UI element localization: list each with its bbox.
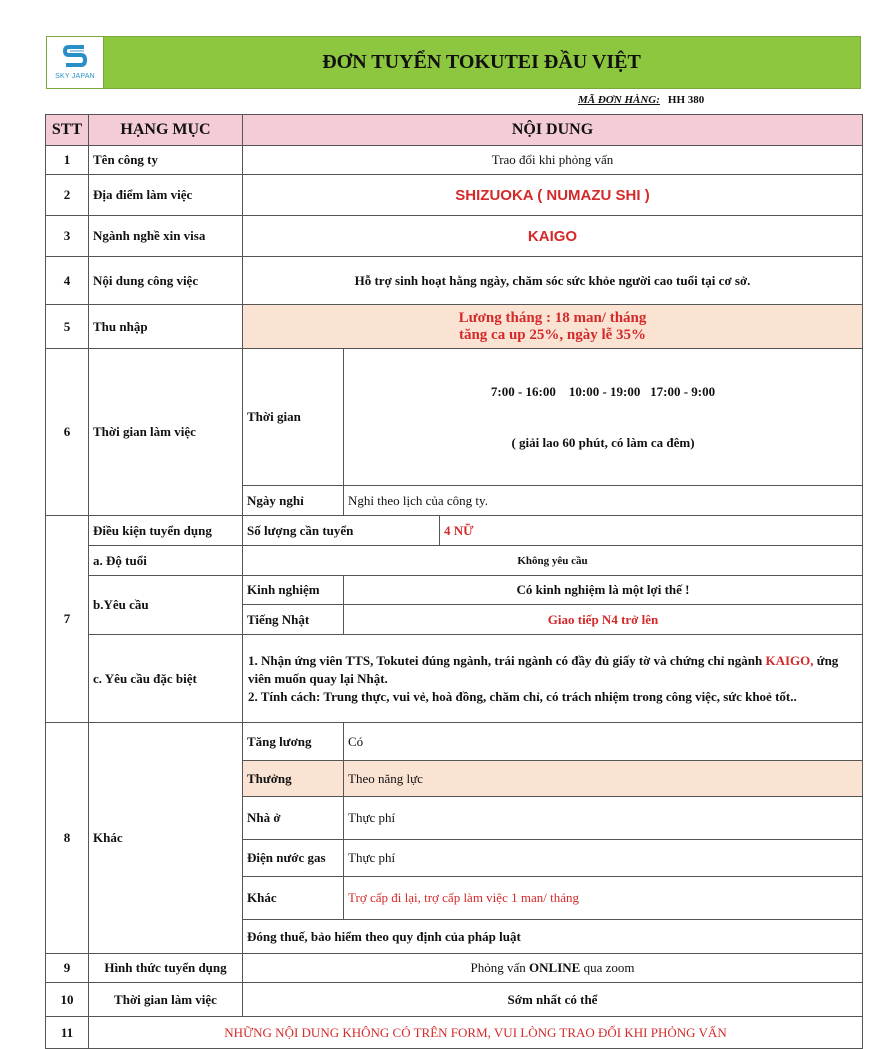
table-row bbox=[46, 216, 863, 257]
row-label: Thời gian làm việc bbox=[89, 349, 243, 516]
row-label: Thời gian làm việc bbox=[89, 983, 243, 1017]
age-value: Không yêu cầu bbox=[243, 546, 863, 576]
row-label: Hình thức tuyển dụng bbox=[89, 954, 243, 983]
row-label: b.Yêu cầu bbox=[89, 576, 243, 635]
header-category: HẠNG MỤC bbox=[89, 115, 243, 146]
row-number: 8 bbox=[46, 723, 89, 954]
row-number: 2 bbox=[46, 175, 89, 216]
sky-japan-logo-icon bbox=[60, 41, 90, 71]
sub-label: Tăng lương bbox=[243, 723, 344, 761]
row-number: 7 bbox=[46, 516, 89, 723]
table-row bbox=[46, 305, 863, 349]
highlight-kaigo: KAIGO, bbox=[765, 652, 814, 668]
sub-label: Số lượng cần tuyển bbox=[243, 516, 440, 546]
bonus-value: Theo năng lực bbox=[344, 761, 863, 797]
table-row bbox=[46, 954, 863, 983]
table-header-row bbox=[46, 115, 863, 146]
shift-times: 7:00 - 16:00 10:00 - 19:00 17:00 - 9:00 bbox=[490, 384, 716, 399]
row-label: Điều kiện tuyển dụng bbox=[89, 516, 243, 546]
sub-label: Kinh nghiệm bbox=[243, 576, 344, 605]
row-number: 5 bbox=[46, 305, 89, 349]
row-number: 3 bbox=[46, 216, 89, 257]
sub-label: Ngày nghỉ bbox=[243, 486, 344, 516]
special-requirement-1: 1. Nhận ứng viên TTS, Tokutei đúng ngành, trái ngành có đầy đủ giấy tờ và chứng chỉ ngành KAIGO, ứng viên muốn quay lại Nhật. bbox=[248, 652, 839, 686]
title-banner bbox=[46, 36, 861, 89]
sub-label: Điện nước gas bbox=[243, 840, 344, 877]
order-code-label: MÃ ĐƠN HÀNG: bbox=[578, 94, 660, 106]
special-requirement-2: 2. Tính cách: Trung thực, vui vẻ, hoà đồng, chăm chỉ, có trách nhiệm trong công việc, sức khoẻ tốt.. bbox=[248, 688, 797, 704]
company-name-value: Trao đổi khi phỏng vấn bbox=[243, 146, 863, 175]
work-location-value: SHIZUOKA ( NUMAZU SHI ) bbox=[243, 175, 863, 216]
company-logo bbox=[47, 37, 104, 88]
sub-label: Thưởng bbox=[243, 761, 344, 797]
table-row bbox=[46, 576, 863, 605]
japanese-level-value: Giao tiếp N4 trở lên bbox=[344, 605, 863, 635]
page-title: ĐƠN TUYỂN TOKUTEI ĐẦU VIỆT bbox=[322, 51, 641, 73]
row-number: 6 bbox=[46, 349, 89, 516]
row-label: Ngành nghề xin visa bbox=[89, 216, 243, 257]
row-number: 10 bbox=[46, 983, 89, 1017]
income-overtime: tăng ca up 25%, ngày lễ 35% bbox=[458, 326, 647, 343]
visa-field-value: KAIGO bbox=[243, 216, 863, 257]
tax-insurance-note: Đóng thuế, bảo hiểm theo quy định của pháp luật bbox=[243, 920, 863, 954]
row-label: Thu nhập bbox=[89, 305, 243, 349]
special-requirements-value bbox=[243, 635, 863, 723]
recruitment-method-value: Phỏng vấn ONLINE qua zoom bbox=[243, 954, 863, 983]
table-row bbox=[46, 349, 863, 486]
table-row bbox=[46, 723, 863, 761]
row-label: Địa điểm làm việc bbox=[89, 175, 243, 216]
sub-label: Nhà ở bbox=[243, 797, 344, 840]
day-off-value: Nghỉ theo lịch của công ty. bbox=[344, 486, 863, 516]
table-row bbox=[46, 146, 863, 175]
table-row bbox=[46, 635, 863, 723]
header-stt: STT bbox=[46, 115, 89, 146]
income-value bbox=[243, 305, 863, 349]
row-number: 9 bbox=[46, 954, 89, 983]
sub-label: Tiếng Nhật bbox=[243, 605, 344, 635]
table-row bbox=[46, 516, 863, 546]
working-hours-value bbox=[344, 349, 863, 486]
salary-raise-value: Có bbox=[344, 723, 863, 761]
row-number: 11 bbox=[46, 1017, 89, 1049]
row-number: 1 bbox=[46, 146, 89, 175]
row-label: Tên công ty bbox=[89, 146, 243, 175]
housing-value: Thực phí bbox=[344, 797, 863, 840]
logo-text: SKY JAPAN bbox=[55, 73, 95, 80]
table-row bbox=[46, 546, 863, 576]
order-code bbox=[578, 94, 704, 106]
utilities-value: Thực phí bbox=[344, 840, 863, 877]
row-label: a. Độ tuổi bbox=[89, 546, 243, 576]
sub-label: Khác bbox=[243, 877, 344, 920]
break-note: ( giải lao 60 phút, có làm ca đêm) bbox=[511, 435, 695, 450]
table-row bbox=[46, 1017, 863, 1049]
table-row bbox=[46, 257, 863, 305]
allowance-value: Trợ cấp đi lại, trợ cấp làm việc 1 man/ tháng bbox=[344, 877, 863, 920]
job-description-value: Hỗ trợ sinh hoạt hằng ngày, chăm sóc sức khỏe người cao tuổi tại cơ sở. bbox=[243, 257, 863, 305]
row-label: Nội dung công việc bbox=[89, 257, 243, 305]
income-salary: Lương tháng : 18 man/ tháng bbox=[458, 309, 647, 326]
row-number: 4 bbox=[46, 257, 89, 305]
order-code-value: HH 380 bbox=[667, 94, 705, 106]
job-order-table bbox=[45, 114, 863, 1049]
footer-note: NHỮNG NỘI DUNG KHÔNG CÓ TRÊN FORM, VUI LÒNG TRAO ĐỔI KHI PHỎNG VẤN bbox=[89, 1017, 863, 1049]
header-content: NỘI DUNG bbox=[243, 115, 863, 146]
hiring-count-value: 4 NỮ bbox=[440, 516, 863, 546]
experience-value: Có kinh nghiệm là một lợi thế ! bbox=[344, 576, 863, 605]
start-time-value: Sớm nhất có thể bbox=[243, 983, 863, 1017]
row-label: Khác bbox=[89, 723, 243, 954]
row-label: c. Yêu cầu đặc biệt bbox=[89, 635, 243, 723]
table-row bbox=[46, 983, 863, 1017]
sub-label: Thời gian bbox=[243, 349, 344, 486]
table-row bbox=[46, 175, 863, 216]
